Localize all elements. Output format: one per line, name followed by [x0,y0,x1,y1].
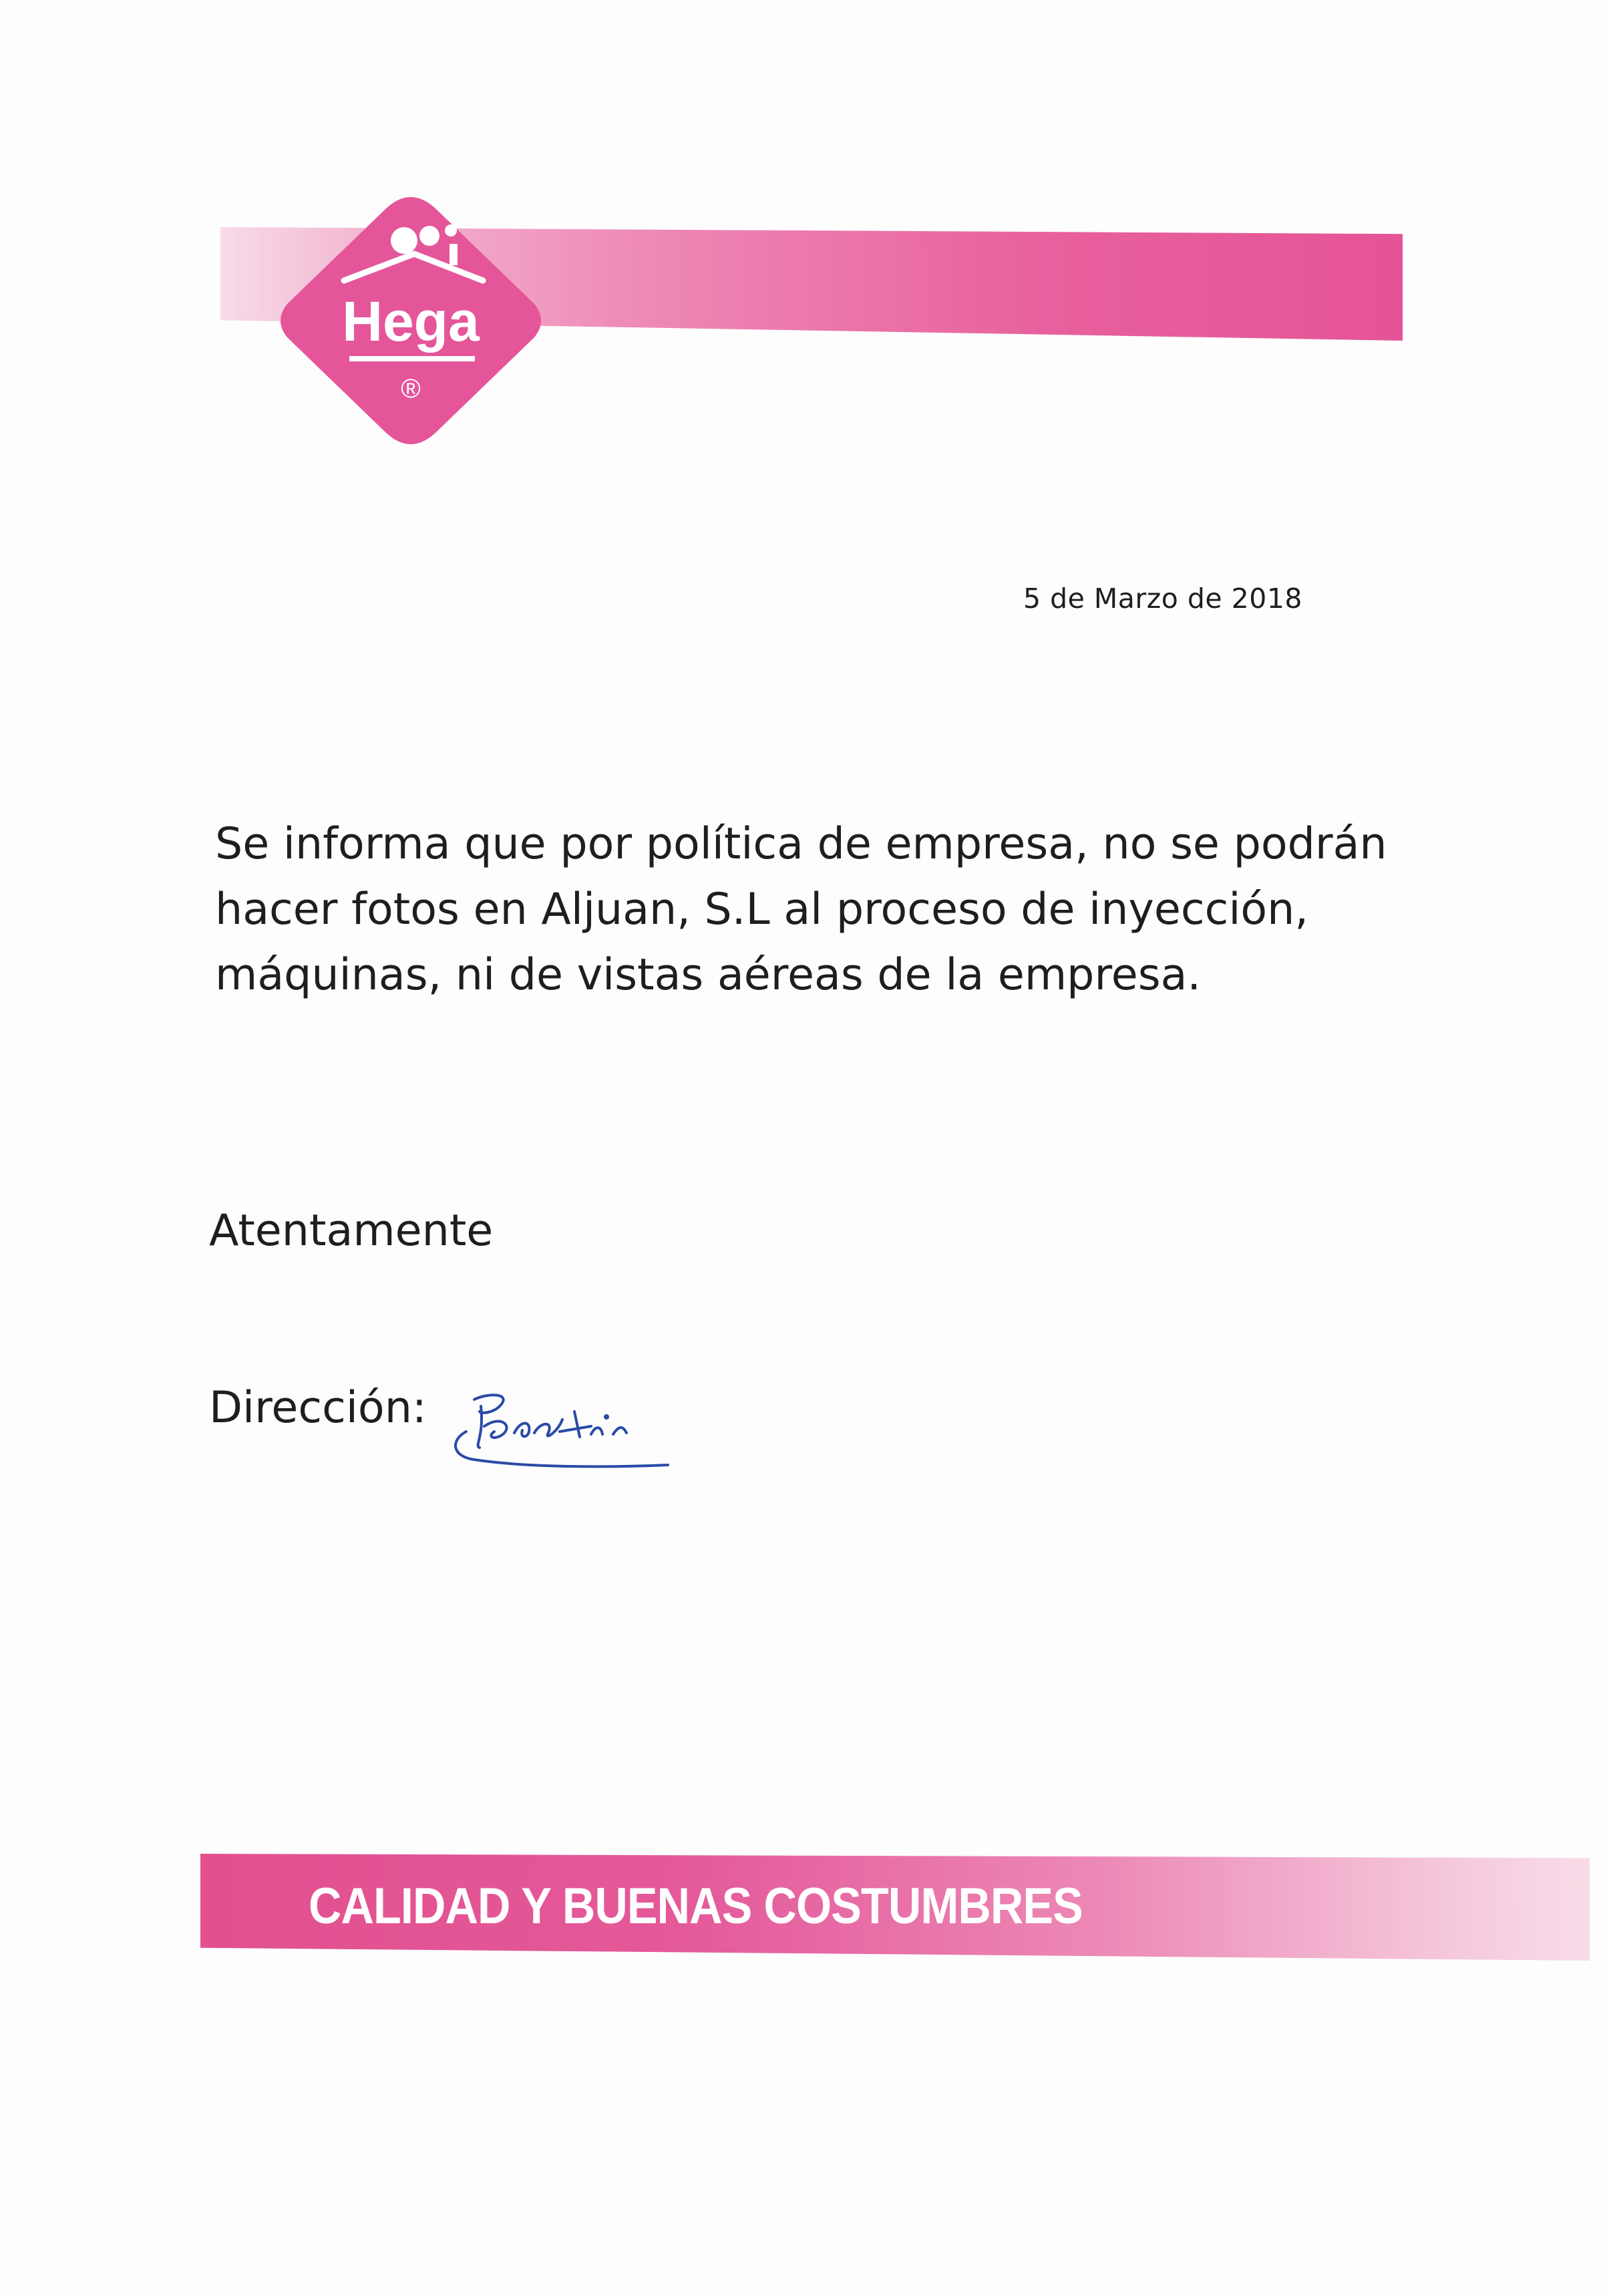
registered-mark: ® [401,374,421,403]
logo-wordmark: Hega [342,290,480,353]
hega-logo [271,190,551,451]
body-line: hacer fotos en Aljuan, S.L al proceso de inyección, [215,884,1309,935]
closing-text: Atentamente [209,1206,494,1256]
body-line: máquinas, ni de vistas aéreas de la empresa. [215,950,1202,1000]
body-line: Se informa que por política de empresa, no se podrán [215,819,1387,869]
letter-date: 5 de Marzo de 2018 [1023,583,1302,615]
signoff-label: Dirección: [209,1383,427,1433]
letter-body [215,812,1387,1008]
handwritten-signature [448,1373,681,1473]
footer-slogan: CALIDAD Y BUENAS COSTUMBRES [309,1878,1083,1935]
